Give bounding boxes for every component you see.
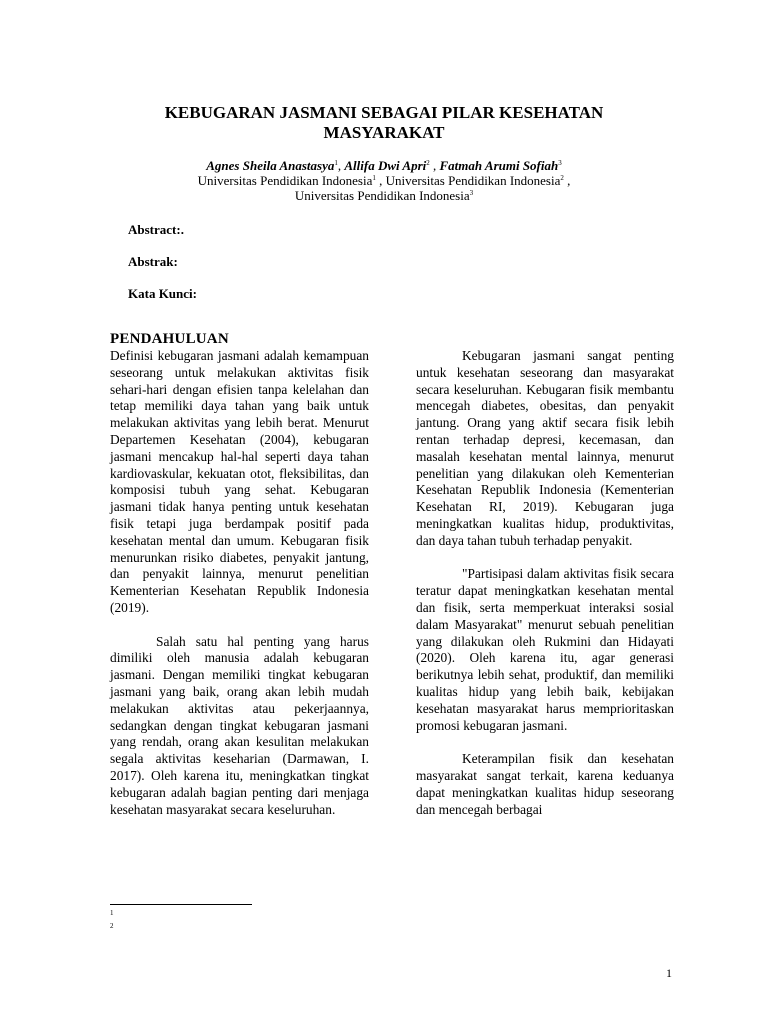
footnote-2: 2 xyxy=(110,922,114,930)
affiliation-mark: 2 xyxy=(560,174,564,182)
affiliation: Universitas Pendidikan Indonesia xyxy=(385,173,561,188)
left-column xyxy=(110,348,369,818)
author-mark: 3 xyxy=(558,159,562,167)
author-name: Fatmah Arumi Sofiah xyxy=(439,158,559,173)
affiliation-mark: 3 xyxy=(469,189,474,197)
section-heading: PENDAHULUAN xyxy=(110,331,229,347)
affiliation: Universitas Pendidikan Indonesia xyxy=(197,173,373,188)
affiliation: Universitas Pendidikan Indonesia xyxy=(294,188,470,203)
abstrak-label: Abstrak: xyxy=(128,254,178,269)
affiliation-mark: 1 xyxy=(372,174,376,182)
title-line-1: KEBUGARAN JASMANI SEBAGAI PILAR KESEHATAN xyxy=(164,103,604,122)
paper-title xyxy=(0,103,768,143)
body-paragraph: Keterampilan fisik dan kesehatan masyarakat sangat terkait, karena keduanya dapat meningkatkan kualitas hidup seseorang dan mencegah berbagai xyxy=(416,751,674,817)
body-paragraph: Salah satu hal penting yang harus dimiliki oleh manusia adalah kebugaran jasmani. Dengan memiliki tingkat kebugaran jasmani yang baik, orang akan lebih mudah melakukan aktivitas atau pekerjaannya, sedangkan dengan tingkat kebugaran jasmani yang rendah, orang akan kesulitan melakukan segala aktivitas keseharian (Darmawan, I. 2017). Oleh karena itu, meningkatkan tingkat kebugaran adalah bagian penting dari menjaga kesehatan masyarakat secara keseluruhan. xyxy=(110,633,369,817)
author-name: Agnes Sheila Anastasya xyxy=(206,158,335,173)
body-paragraph: Kebugaran jasmani sangat penting untuk kesehatan seseorang dan masyarakat secara keseluruhan. Kebugaran fisik membantu mencegah diabetes, obesitas, dan penyakit jantung. Orang yang aktif secara fisik lebih rentan terhadap depresi, kecemasan, dan masalah kesehatan mental lainnya, menurut penelitian yang dilakukan oleh Kementerian Kesehatan Republik Indonesia (Kementerian Kesehatan RI, 2019). Kebugaran juga meningkatkan kualitas hidup, produktivitas, dan daya tahan tubuh terhadap penyakit. xyxy=(416,348,674,548)
affiliation-line-1: Universitas Pendidikan Indonesia$^1$ , Universitas Pendidikan Indonesia$^2$ , xyxy=(197,173,571,188)
abstract-label: Abstract:. xyxy=(128,222,184,237)
title-line-2: MASYARAKAT xyxy=(323,123,445,142)
author-mark: 2 xyxy=(426,159,430,167)
footnote-separator xyxy=(110,904,252,905)
page-number: 1 xyxy=(666,966,672,980)
author-names: Agnes Sheila Anastasya$^1$, Allifa Dwi Apri$^2$ , Fatmah Arumi Sofiah$^3$ xyxy=(206,158,562,173)
author-name: Allifa Dwi Apri xyxy=(344,158,427,173)
body-paragraph: "Partisipasi dalam aktivitas fisik secara teratur dapat meningkatkan kesehatan mental dan fisik, serta memperkuat interaksi sosial dalam Masyarakat" menurut sebuah penelitian yang dilakukan oleh Rukmini dan Hidayati (2020). Oleh karena itu, agar generasi berikutnya lebih sehat, produktif, dan memiliki kualitas hidup yang lebih baik, kebijakan kesehatan masyarakat harus memprioritaskan promosi kebugaran jasmani. xyxy=(416,566,674,733)
body-paragraph: Definisi kebugaran jasmani adalah kemampuan seseorang untuk melakukan aktivitas fisik sehari-hari dengan efisien tanpa kelelahan dan tetap memiliki daya tahan yang baik untuk melakukan aktivitas yang lebih berat. Menurut Departemen Kesehatan (2004), kebugaran jasmani mencakup hal-hal seperti daya tahan kardiovaskular, kekuatan otot, fleksibilitas, dan komposisi tubuh yang sehat. Kebugaran jasmani tidak hanya penting untuk kesehatan fisik tetapi juga berdampak positif pada kesehatan mental dan umum. Kebugaran fisik menurunkan risiko diabetes, penyakit jantung, dan penyakit lainnya, menurut penelitian Kementerian Kesehatan Republik Indonesia (2019). xyxy=(110,348,369,615)
right-column xyxy=(416,348,674,818)
footnote-1: 1 xyxy=(110,909,114,917)
keywords-label: Kata Kunci: xyxy=(128,286,197,301)
affiliation-line-2 xyxy=(0,188,768,203)
author-mark: 1 xyxy=(334,159,338,167)
author-block xyxy=(0,158,768,203)
